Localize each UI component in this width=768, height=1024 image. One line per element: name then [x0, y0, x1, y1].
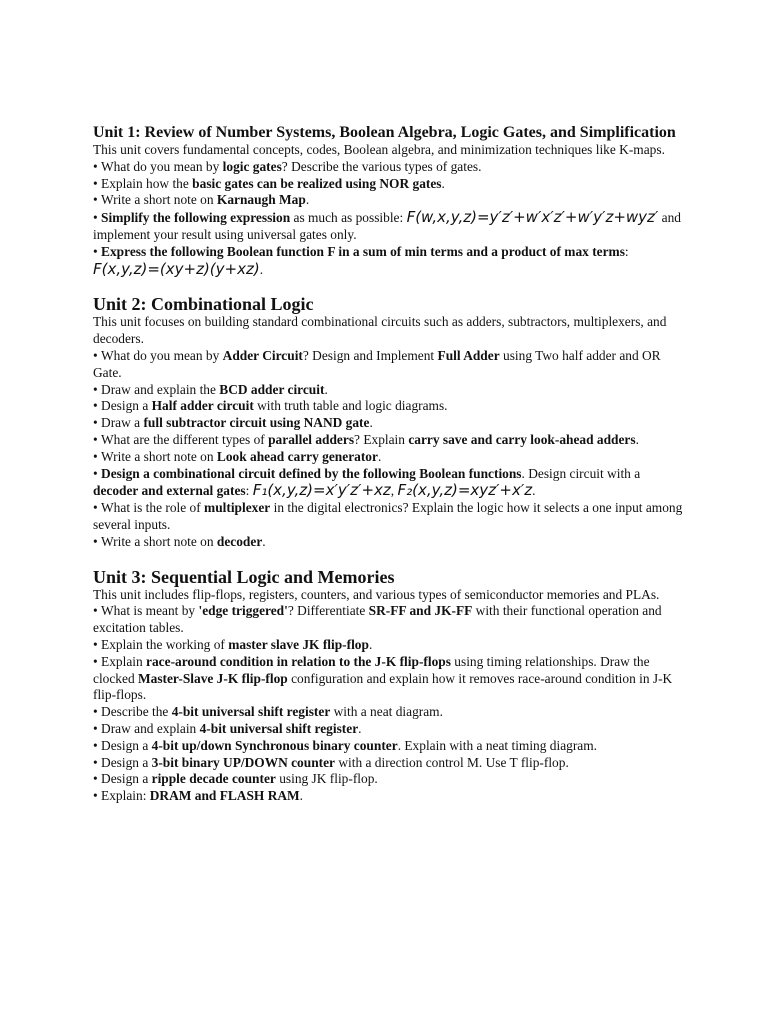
bold-term: parallel adders: [268, 431, 355, 447]
text-run: with a neat diagram.: [330, 704, 443, 720]
question-item: [93, 755, 683, 772]
text-run: .: [305, 192, 310, 208]
text-run: .: [358, 720, 362, 736]
text-run: as much as possible:: [290, 210, 407, 226]
text-run: Write a short note on: [101, 192, 217, 208]
question-item: [93, 603, 683, 637]
text-run: in the digital electronics? Explain the logic how it selects a one input among several inputs.: [93, 500, 683, 532]
bold-term: 4-bit universal shift register: [199, 720, 359, 736]
text-run: Design a: [101, 398, 152, 414]
math-expression: F(x,y,z)=(xy+z)(y+xz): [93, 259, 260, 278]
text-run: Draw and explain the: [101, 381, 220, 397]
unit-1: [93, 124, 683, 278]
bold-term: 4-bit up/down Synchronous binary counter: [151, 737, 398, 753]
text-run: What are the different types of: [101, 431, 269, 447]
text-run: configuration and explain how it removes race-around condition in J-K flip-flops.: [93, 670, 673, 703]
text-run: .: [299, 788, 304, 804]
unit-description: This unit covers fundamental concepts, codes, Boolean algebra, and minimization techniques like K-maps.: [93, 142, 665, 157]
text-run: Draw a: [101, 415, 144, 431]
unit-3: [93, 567, 683, 805]
bold-term: Karnaugh Map: [216, 192, 306, 208]
unit-title: Unit 2: Combinational Logic: [93, 294, 314, 315]
text-run: . Design circuit with a: [521, 465, 641, 481]
question-item: [93, 432, 683, 449]
text-run: .: [259, 261, 264, 277]
text-run: Describe the: [101, 704, 172, 720]
text-run: .: [324, 381, 328, 397]
question-item: [93, 534, 683, 551]
text-run: .: [441, 175, 445, 191]
bold-term: ripple decade counter: [151, 771, 276, 787]
bold-term: logic gates: [222, 158, 282, 174]
bold-term: Simplify the following expression: [101, 210, 291, 226]
text-run: .: [368, 636, 373, 652]
question-item: [93, 738, 683, 755]
math-expression: F(w,x,y,z)=y′z′+w′x′z′+w′y′z+wyz′: [406, 208, 659, 227]
bold-term: Full Adder: [437, 347, 500, 363]
text-run: Explain how the: [101, 175, 193, 191]
question-item: [93, 721, 683, 738]
text-run: .: [532, 483, 536, 499]
text-run: Explain:: [101, 788, 150, 804]
text-run: Write a short note on: [101, 533, 217, 549]
question-list: [93, 603, 683, 805]
document-page: [93, 124, 683, 821]
bold-term: master slave JK flip-flop: [228, 636, 369, 652]
question-item: [93, 348, 683, 382]
question-item: [93, 415, 683, 432]
unit-2: [93, 294, 683, 550]
unit-title: Unit 3: Sequential Logic and Memories: [93, 566, 395, 587]
question-item: [93, 176, 683, 193]
bold-term: BCD adder circuit: [219, 381, 325, 397]
bold-term: race-around condition in relation to the J-K flip-flops: [146, 653, 451, 669]
bold-term: multiplexer: [204, 500, 271, 516]
text-run: :: [624, 243, 629, 259]
bold-term: SR-FF and JK-FF: [368, 603, 473, 619]
text-run: ? Design and Implement: [302, 347, 438, 363]
question-item: [93, 159, 683, 176]
text-run: .: [635, 431, 639, 447]
math-expression: F₂(x,y,z)=xyz′+x′z: [397, 481, 533, 500]
text-run: ,: [390, 483, 398, 499]
unit-description: This unit includes flip-flops, registers, counters, and various types of semiconductor memories and PLAs.: [93, 586, 660, 602]
question-item: [93, 449, 683, 466]
bold-term: basic gates can be realized using NOR gates: [192, 175, 442, 191]
bold-term: decoder: [216, 533, 263, 549]
text-run: What is the role of: [101, 500, 205, 516]
text-run: ? Describe the various types of gates.: [281, 158, 482, 174]
bold-term: full subtractor circuit using NAND gate: [143, 415, 370, 431]
text-run: What is meant by: [101, 603, 199, 619]
text-run: with truth table and logic diagrams.: [253, 398, 448, 414]
question-item: [93, 500, 683, 534]
text-run: What do you mean by: [101, 347, 223, 363]
text-run: Explain: [101, 653, 147, 669]
text-run: Design a: [101, 737, 152, 753]
question-item: [93, 637, 683, 654]
text-run: Draw and explain: [101, 720, 200, 736]
text-run: Design a: [101, 754, 152, 770]
math-expression: F₁(x,y,z)=x′y′z′+xz: [252, 481, 391, 500]
question-item: [93, 382, 683, 399]
question-item: [93, 771, 683, 788]
question-list: [93, 159, 683, 279]
question-item: [93, 209, 683, 244]
text-run: using JK flip-flop.: [275, 771, 378, 787]
text-run: and implement your result using universal gates only.: [93, 210, 681, 242]
bold-term: Express the following Boolean function F in a sum of min terms and a product of max terms: [101, 243, 625, 259]
bold-term: Adder Circuit: [222, 347, 303, 363]
text-run: Design a: [101, 771, 152, 787]
question-item: [93, 192, 683, 209]
text-run: using Two half adder and OR Gate.: [93, 347, 661, 380]
text-run: with their functional operation and excitation tables.: [93, 603, 662, 636]
bold-term: 4-bit universal shift register: [171, 704, 331, 720]
bold-term: Design a combinational circuit defined by the following Boolean functions: [101, 465, 522, 481]
question-item: [93, 654, 683, 704]
bold-term: carry save and carry look-ahead adders: [408, 431, 636, 447]
text-run: :: [245, 483, 253, 499]
text-run: What do you mean by: [101, 158, 223, 174]
bold-term: Look ahead carry generator: [216, 448, 378, 464]
question-item: [93, 466, 683, 501]
text-run: . Explain with a neat timing diagram.: [397, 737, 598, 753]
bold-term: Half adder circuit: [151, 398, 254, 414]
question-list: [93, 348, 683, 551]
text-run: ? Differentiate: [287, 603, 369, 619]
bold-term: DRAM and FLASH RAM: [149, 788, 300, 804]
text-run: .: [369, 415, 373, 431]
text-run: Write a short note on: [101, 448, 217, 464]
text-run: using timing relationships. Draw the clocked: [93, 653, 650, 686]
text-run: ? Explain: [354, 431, 409, 447]
bold-term: Master-Slave J-K flip-flop: [137, 670, 288, 686]
question-item: [93, 788, 683, 805]
text-run: with a direction control M. Use T flip-flop.: [335, 754, 569, 770]
bold-term: 3-bit binary UP/DOWN counter: [151, 754, 335, 770]
question-item: [93, 398, 683, 415]
bold-term: 'edge triggered': [198, 603, 288, 619]
bold-term: decoder and external gates: [93, 483, 246, 499]
text-run: .: [262, 533, 266, 549]
unit-title: Unit 1: Review of Number Systems, Boolean Algebra, Logic Gates, and Simplification: [93, 124, 676, 141]
unit-description: This unit focuses on building standard combinational circuits such as adders, subtractors, multiplexers, and decoders.: [93, 314, 667, 347]
text-run: .: [377, 448, 382, 464]
question-item: [93, 704, 683, 721]
text-run: Explain the working of: [101, 636, 229, 652]
question-item: [93, 244, 683, 279]
